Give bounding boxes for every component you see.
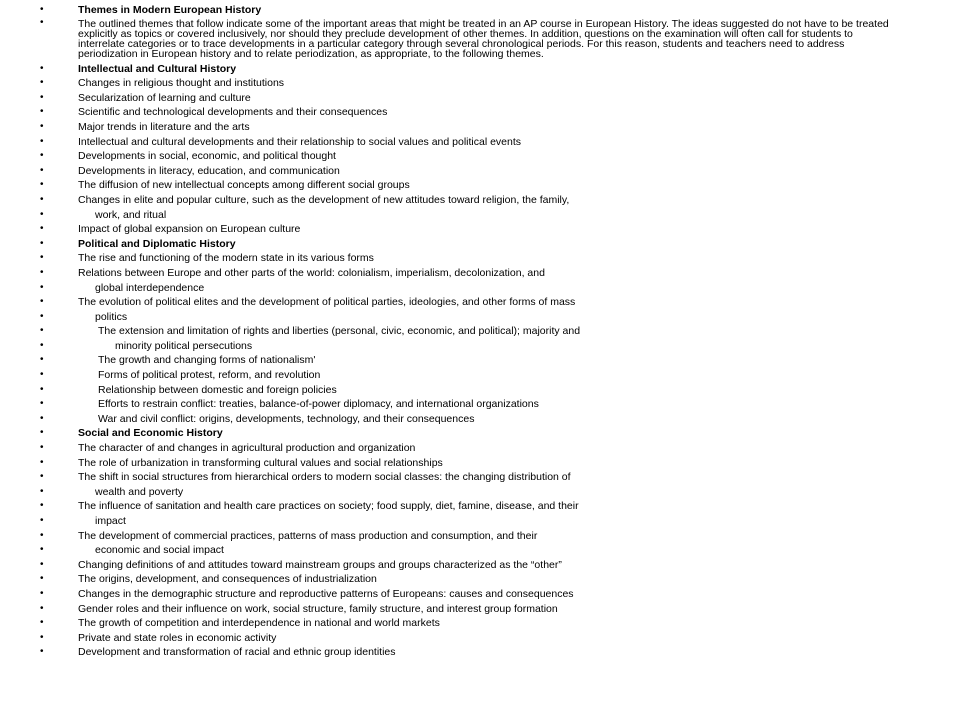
themes-bullet-list	[0, 3, 960, 660]
bullet-icon: •	[40, 237, 44, 249]
bullet-icon: •	[40, 485, 44, 497]
continuation-line-item	[0, 310, 960, 325]
list-item-text: Relations between Europe and other parts of the world: colonialism, imperialism, decolonization, and	[78, 266, 545, 279]
bullet-icon: •	[40, 646, 44, 658]
list-item-text: The origins, development, and consequences of industrialization	[78, 573, 377, 586]
list-item	[0, 91, 960, 106]
continuation-line-item	[0, 543, 960, 558]
list-item-text: Secularization of learning and culture	[78, 91, 251, 104]
section-heading-item	[0, 426, 960, 441]
bullet-icon: •	[40, 16, 44, 28]
bullet-icon: •	[40, 617, 44, 629]
continuation-line-item	[0, 412, 960, 427]
list-item-text: The character of and changes in agricultural production and organization	[78, 442, 416, 455]
bullet-icon: •	[40, 573, 44, 585]
list-item-text: Development and transformation of racial and ethnic group identities	[78, 646, 396, 659]
bullet-icon: •	[40, 398, 44, 410]
list-item-text: The role of urbanization in transforming cultural values and social relationships	[78, 456, 443, 469]
list-item-text: Efforts to restrain conflict: treaties, balance-of-power diplomacy, and international organizations	[98, 398, 539, 411]
list-item-text: economic and social impact	[95, 544, 224, 557]
continuation-line-item	[0, 324, 960, 339]
bullet-icon: •	[40, 208, 44, 220]
continuation-line-item	[0, 208, 960, 223]
bullet-icon: •	[40, 544, 44, 556]
bullet-icon: •	[40, 106, 44, 118]
bullet-icon: •	[40, 223, 44, 235]
list-item	[0, 120, 960, 135]
bullet-icon: •	[40, 529, 44, 541]
list-item	[0, 456, 960, 471]
bullet-icon: •	[40, 587, 44, 599]
continuation-line-item	[0, 485, 960, 500]
list-item-text: The evolution of political elites and the development of political parties, ideologies, and other forms of mass	[78, 296, 576, 309]
list-item-text: minority political persecutions	[115, 339, 253, 352]
list-item	[0, 251, 960, 266]
bullet-icon: •	[40, 150, 44, 162]
list-item-text: Changes in elite and popular culture, such as the development of new attitudes toward religion, the family,	[78, 193, 570, 206]
bullet-icon: •	[40, 456, 44, 468]
list-item	[0, 193, 960, 208]
list-item-text: War and civil conflict: origins, developments, technology, and their consequences	[98, 412, 475, 425]
list-item	[0, 616, 960, 631]
list-item-text: Forms of political protest, reform, and revolution	[98, 369, 321, 382]
list-item-text: Impact of global expansion on European culture	[78, 223, 301, 236]
section-heading-item	[0, 3, 960, 18]
list-item-text: The development of commercial practices, patterns of mass production and consumption, and their	[78, 529, 538, 542]
continuation-line-item	[0, 397, 960, 412]
list-item-text: global interdependence	[95, 281, 205, 294]
continuation-line-item	[0, 353, 960, 368]
list-item	[0, 295, 960, 310]
list-item-text: Developments in social, economic, and political thought	[78, 150, 336, 163]
bullet-icon: •	[40, 120, 44, 132]
list-item-text: impact	[95, 515, 126, 527]
bullet-icon: •	[40, 4, 44, 15]
bullet-icon: •	[40, 471, 44, 483]
list-item	[0, 76, 960, 91]
list-item-text: The growth of competition and interdependence in national and world markets	[78, 617, 440, 630]
bullet-icon: •	[40, 631, 44, 643]
section-heading-text: Themes in Modern European History	[78, 4, 262, 16]
list-item-text: Major trends in literature and the arts	[78, 120, 250, 133]
list-item	[0, 441, 960, 456]
bullet-icon: •	[40, 369, 44, 381]
list-item	[0, 164, 960, 179]
bullet-icon: •	[40, 91, 44, 103]
list-item	[0, 499, 960, 514]
bullet-icon: •	[40, 325, 44, 337]
list-item	[0, 602, 960, 617]
list-item	[0, 631, 960, 646]
bullet-icon: •	[40, 252, 44, 264]
bullet-icon: •	[40, 77, 44, 89]
bullet-icon: •	[40, 62, 44, 74]
bullet-icon: •	[40, 383, 44, 395]
bullet-icon: •	[40, 164, 44, 176]
list-item-text: Changing definitions of and attitudes toward mainstream groups and groups characterized as the “other”	[78, 558, 562, 571]
list-item-text: The outlined themes that follow indicate some of the important areas that might be treated in an AP course in European History. The ideas suggested do not have to be treated explicitly as topics or covered inclusively, nor should they preclude development of other themes. In addition, questions on the examination will often call for students to interrelate categories or to trace developments in a particular category through several chronological periods. For this reason, students and teachers need to address periodization in European history and to relate periodization, as appropriate, to the following themes.	[78, 17, 889, 60]
bullet-icon: •	[40, 281, 44, 293]
list-item	[0, 587, 960, 602]
list-item	[0, 178, 960, 193]
list-item-text: Scientific and technological developments and their consequences	[78, 106, 388, 119]
list-item-text: Changes in religious thought and institutions	[78, 77, 285, 90]
continuation-line-item	[0, 383, 960, 398]
list-item	[0, 645, 960, 660]
list-item-text: The shift in social structures from hierarchical orders to modern social classes: the changing distribution of	[78, 471, 571, 484]
list-item-text: work, and ritual	[95, 208, 167, 221]
list-item	[0, 572, 960, 587]
list-item-text: Changes in the demographic structure and reproductive patterns of Europeans: causes and consequences	[78, 587, 574, 600]
bullet-icon: •	[40, 427, 44, 439]
bullet-icon: •	[40, 442, 44, 454]
list-item-text: Gender roles and their influence on work, social structure, family structure, and interest group formation	[78, 602, 558, 615]
list-item-text: The extension and limitation of rights and liberties (personal, civic, economic, and political); majority and	[98, 325, 581, 338]
list-item-text: Developments in literacy, education, and communication	[78, 164, 340, 177]
list-item	[0, 135, 960, 150]
list-item-text: The rise and functioning of the modern state in its various forms	[78, 252, 374, 265]
bullet-icon: •	[40, 515, 44, 526]
continuation-line-item	[0, 339, 960, 354]
continuation-line-item	[0, 281, 960, 296]
list-item	[0, 558, 960, 573]
section-heading-text: Social and Economic History	[78, 427, 223, 440]
section-heading-item	[0, 237, 960, 252]
bullet-icon: •	[40, 500, 44, 512]
bullet-icon: •	[40, 310, 44, 322]
list-item-text: The growth and changing forms of nationalism'	[98, 354, 316, 367]
bullet-icon: •	[40, 339, 44, 351]
list-item	[0, 470, 960, 485]
list-item-text: Relationship between domestic and foreign policies	[98, 383, 337, 396]
bullet-icon: •	[40, 193, 44, 205]
bullet-icon: •	[40, 266, 44, 278]
bullet-icon: •	[40, 558, 44, 570]
list-item	[0, 18, 960, 62]
section-heading-item	[0, 62, 960, 77]
list-item	[0, 529, 960, 544]
continuation-line-item	[0, 368, 960, 383]
list-item-text: The influence of sanitation and health care practices on society; food supply, diet, famine, disease, and their	[78, 500, 579, 513]
bullet-icon: •	[40, 296, 44, 308]
bullet-icon: •	[40, 135, 44, 147]
list-item	[0, 222, 960, 237]
list-item-text: wealth and poverty	[95, 485, 184, 498]
continuation-line-item	[0, 514, 960, 529]
bullet-icon: •	[40, 412, 44, 424]
list-item-text: politics	[95, 310, 128, 323]
list-item-text: Intellectual and cultural developments and their relationship to social values and political events	[78, 135, 522, 148]
list-item	[0, 266, 960, 281]
bullet-icon: •	[40, 354, 44, 366]
section-heading-text: Intellectual and Cultural History	[78, 62, 237, 75]
list-item	[0, 105, 960, 120]
list-item-text: Private and state roles in economic activity	[78, 631, 277, 644]
list-item-text: The diffusion of new intellectual concepts among different social groups	[78, 179, 410, 192]
bullet-icon: •	[40, 602, 44, 614]
bullet-icon: •	[40, 179, 44, 191]
section-heading-text: Political and Diplomatic History	[78, 237, 236, 250]
list-item	[0, 149, 960, 164]
